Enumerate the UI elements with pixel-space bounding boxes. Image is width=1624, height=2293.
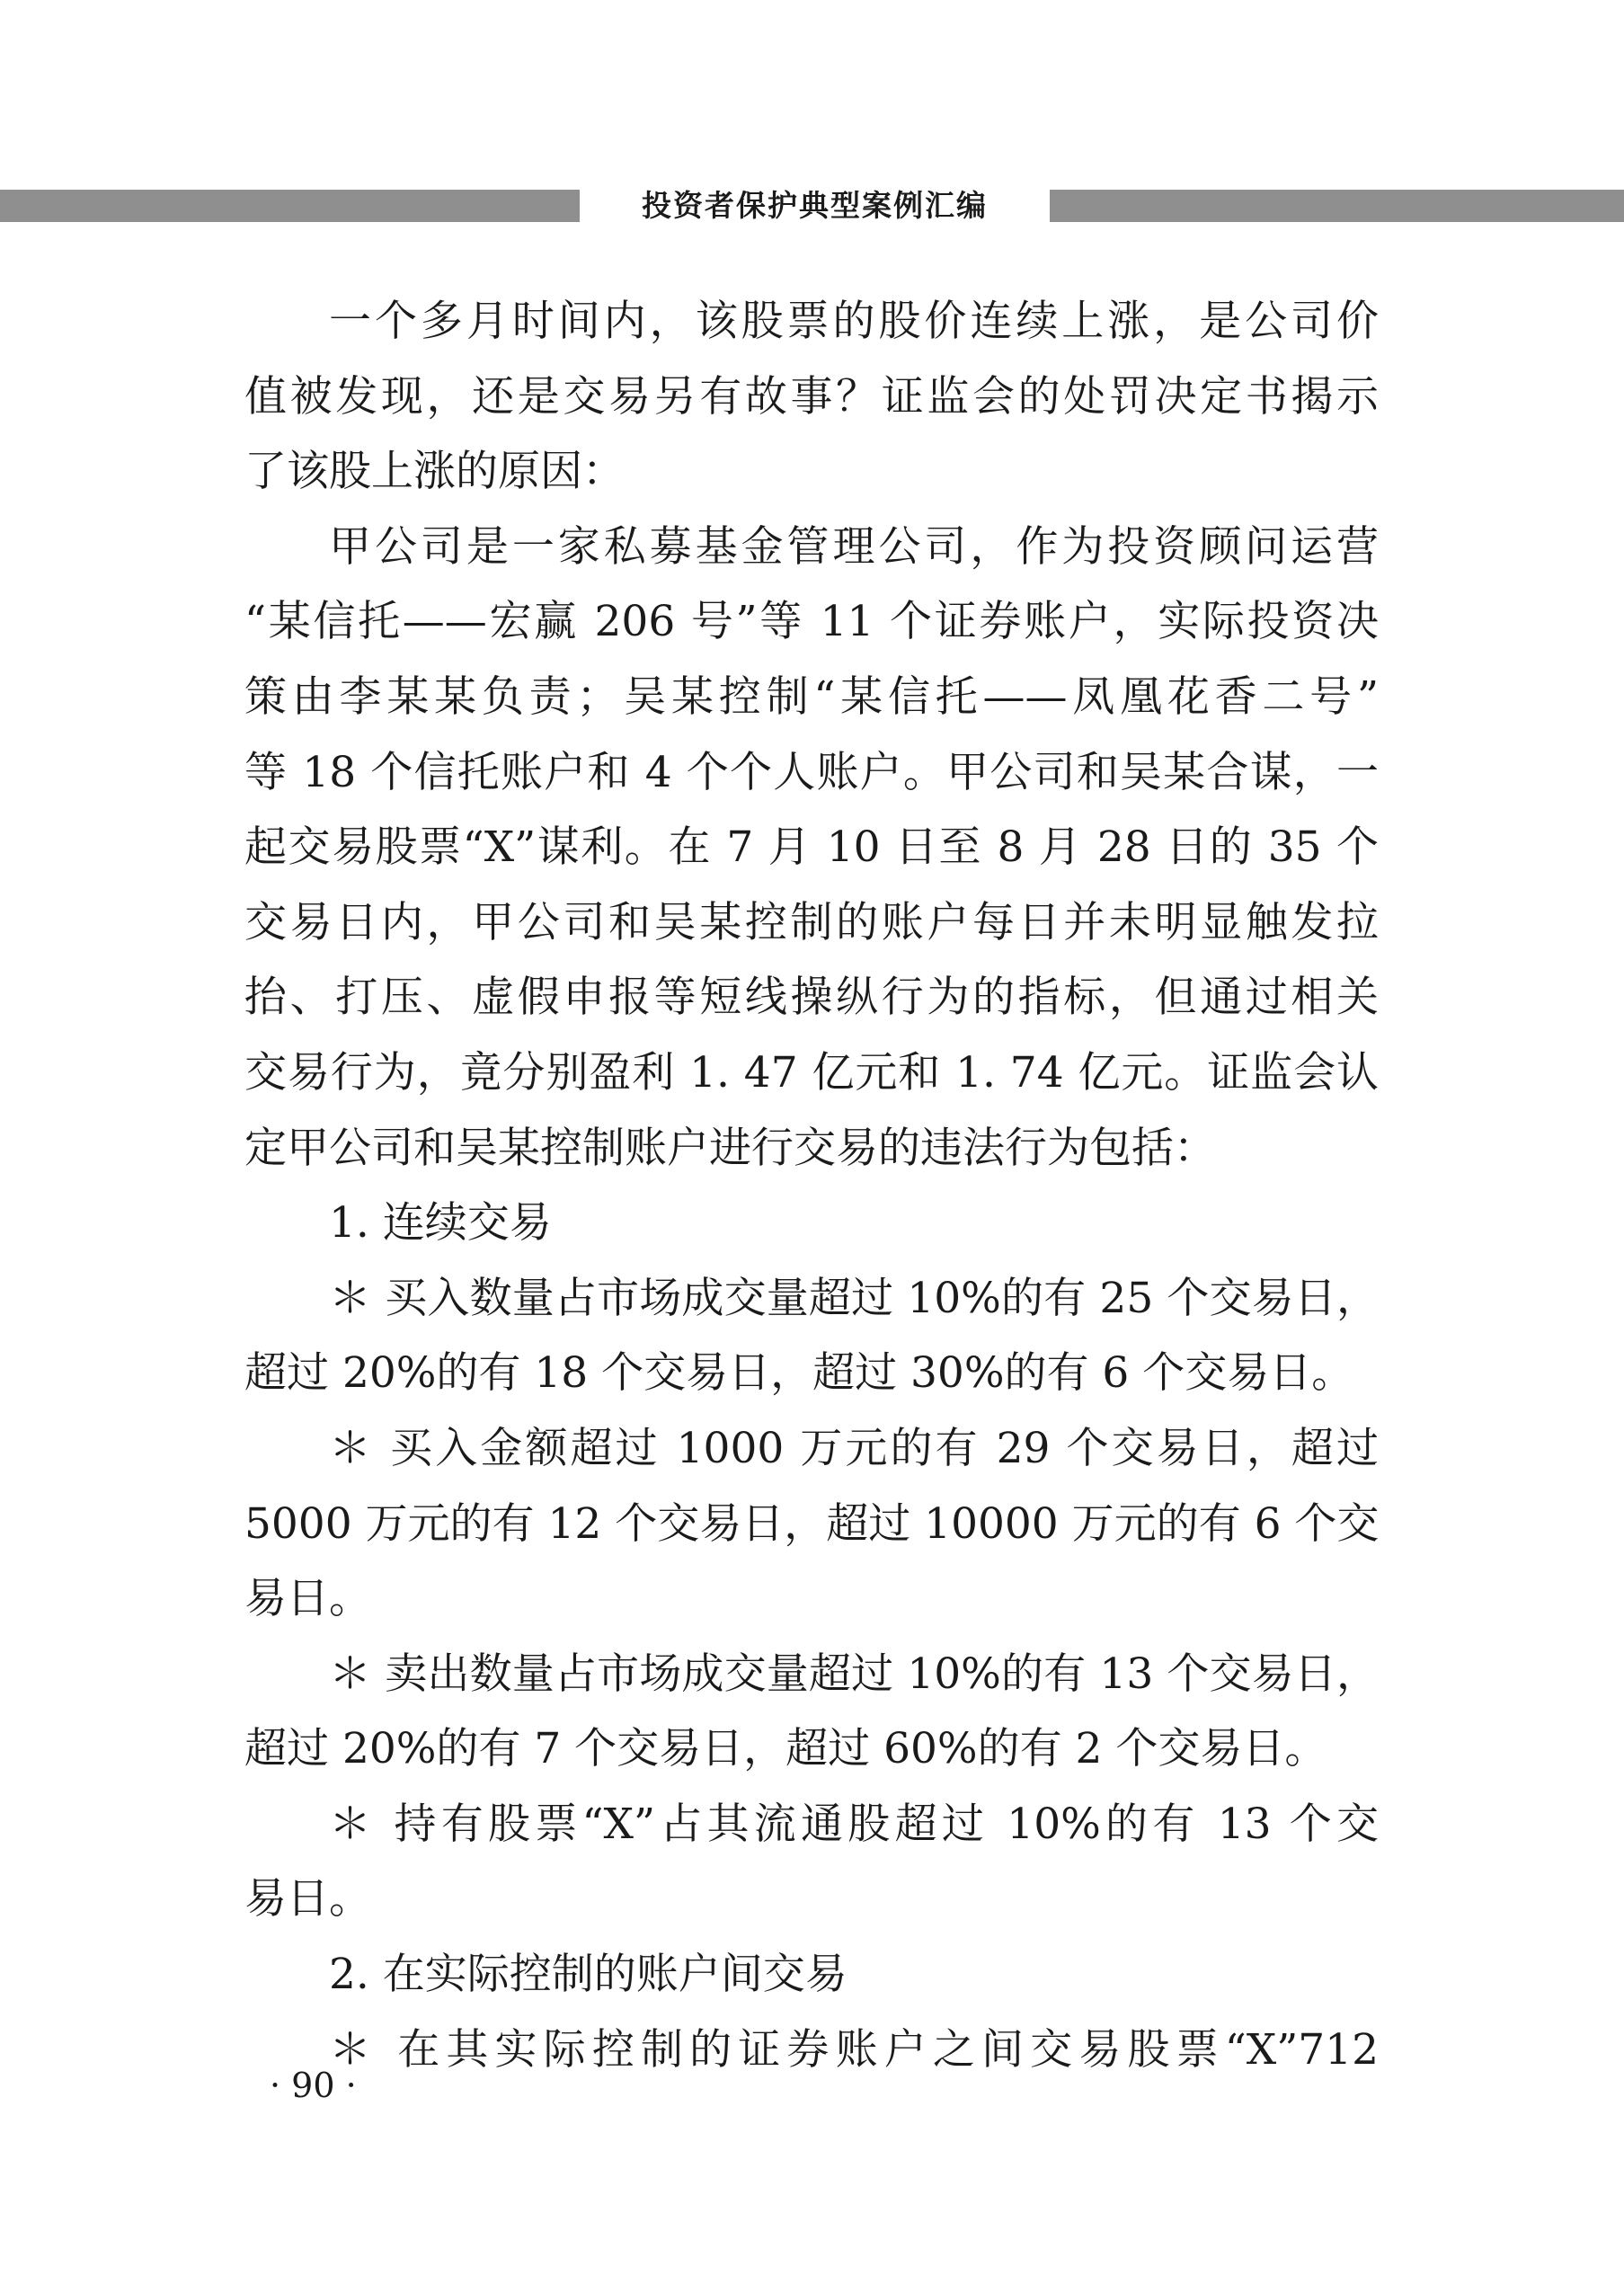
page-number: · 90 · bbox=[270, 2066, 357, 2105]
paragraph-line: 了该股上涨的原因： bbox=[244, 447, 625, 497]
bullet-line: 超过 20%的有 18 个交易日，超过 30%的有 6 个交易日。 bbox=[244, 1348, 1354, 1399]
running-header-title: 投资者保护典型案例汇编 bbox=[642, 188, 988, 223]
bullet-line: ＊ 在其实际控制的证券账户之间交易股票“X”712 bbox=[329, 2024, 1379, 2075]
section-heading: 2. 在实际控制的账户间交易 bbox=[329, 1950, 847, 2000]
bullet-line: 5000 万元的有 12 个交易日，超过 10000 万元的有 6 个交 bbox=[244, 1498, 1379, 1549]
paragraph-line: 等 18 个信托账户和 4 个个人账户。甲公司和吴某合谋，一 bbox=[244, 747, 1379, 797]
paragraph-line: 抬、打压、虚假申报等短线操纵行为的指标，但通过相关 bbox=[244, 973, 1379, 1023]
bullet-line: ＊ 买入数量占市场成交量超过 10%的有 25 个交易日， bbox=[329, 1273, 1379, 1323]
bullet-line: 超过 20%的有 7 个交易日，超过 60%的有 2 个交易日。 bbox=[244, 1724, 1327, 1774]
paragraph-line: 一个多月时间内，该股票的股价连续上涨，是公司价 bbox=[329, 297, 1379, 346]
body-text bbox=[244, 284, 1379, 2087]
paragraph-line: 交易行为，竟分别盈利 1. 47 亿元和 1. 74 亿元。证监会认 bbox=[244, 1047, 1379, 1098]
paragraph-line: 值被发现，还是交易另有故事？证监会的处罚决定书揭示 bbox=[244, 371, 1379, 422]
header-bar-left bbox=[0, 190, 580, 222]
bullet-line: 易日。 bbox=[244, 1574, 371, 1624]
header-bar-right bbox=[1050, 190, 1624, 222]
paragraph-line: 交易日内，甲公司和吴某控制的账户每日并未明显触发拉 bbox=[244, 897, 1379, 947]
section-heading: 1. 连续交易 bbox=[329, 1198, 552, 1249]
paragraph-line: 甲公司是一家私募基金管理公司，作为投资顾问运营 bbox=[329, 521, 1379, 572]
paragraph-line: 定甲公司和吴某控制账户进行交易的违法行为包括： bbox=[244, 1123, 1216, 1173]
bullet-line: ＊ 卖出数量占市场成交量超过 10%的有 13 个交易日， bbox=[329, 1649, 1379, 1699]
paragraph-line: 起交易股票“X”谋利。在 7 月 10 日至 8 月 28 日的 35 个 bbox=[244, 822, 1379, 873]
bullet-line: 易日。 bbox=[244, 1874, 371, 1924]
paragraph-line: “某信托——宏赢 206 号”等 11 个证券账户，实际投资决 bbox=[244, 597, 1379, 647]
paragraph-line: 策由李某某负责；吴某控制“某信托——凤凰花香二号” bbox=[244, 671, 1379, 722]
bullet-line: ＊ 持有股票“X”占其流通股超过 10%的有 13 个交 bbox=[329, 1799, 1379, 1849]
bullet-line: ＊ 买入金额超过 1000 万元的有 29 个交易日，超过 bbox=[329, 1423, 1379, 1473]
